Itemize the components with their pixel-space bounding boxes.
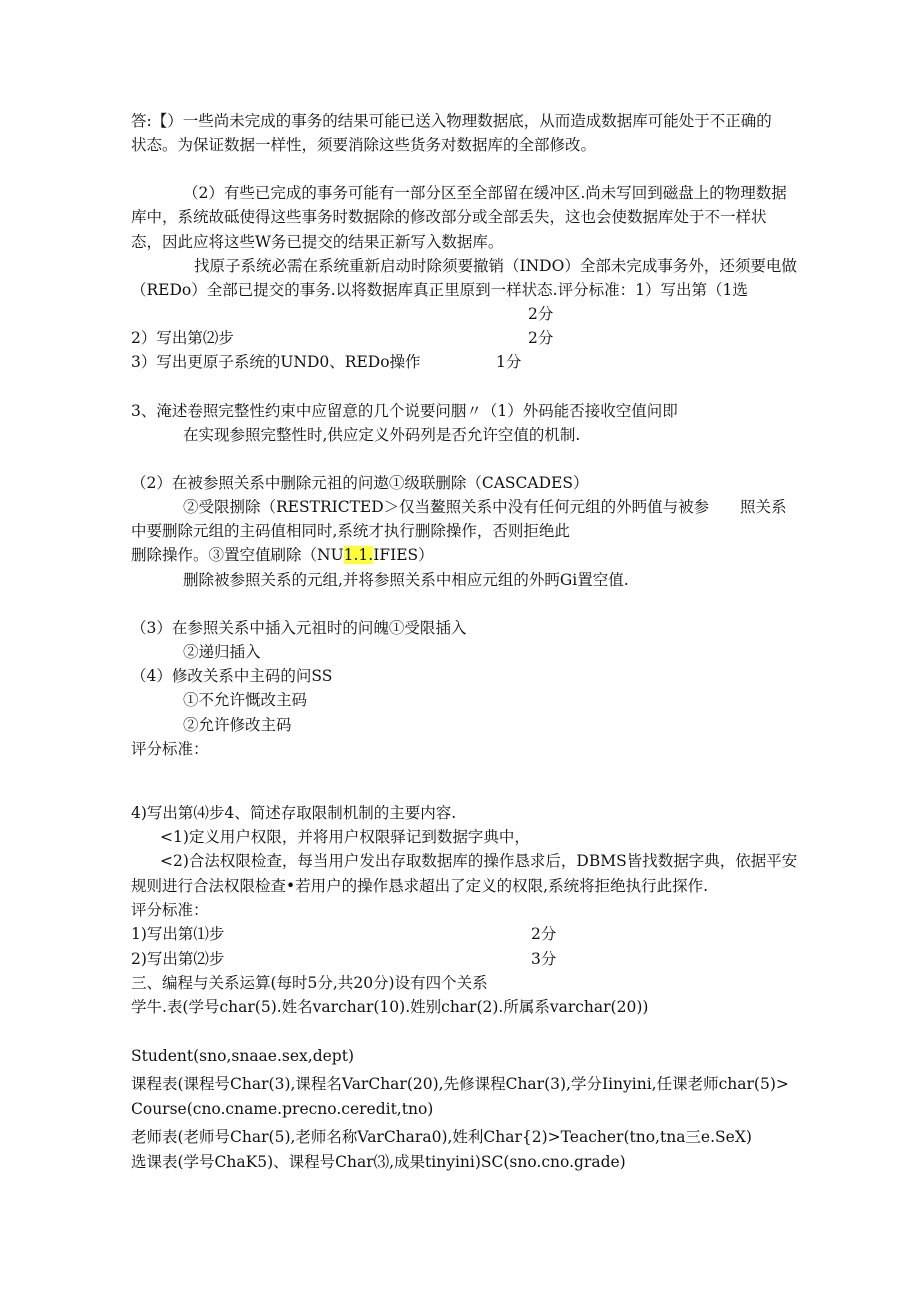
paragraph-line: （REDo）全部已提交的事务.以将数据库真正里原到一样状态.评分标准：1）写出第（1选 — [131, 281, 748, 299]
section-heading: 三、编程与关系运算(每时5分,共20分)设有四个关系 — [131, 974, 488, 992]
paragraph-line: 态，因此应将这些W务已提交的结果正新写入数据库。 — [131, 233, 504, 251]
paragraph-line: 中要删除元组的主码值相同时,系统才执行删除操作，否则拒绝此 — [131, 522, 570, 540]
paragraph-line: （4）修改关系中主码的问SS — [131, 667, 333, 685]
relation-definition: 老师表(老师号Char(5),老师名称VarChara0),姓利Char{2)>Teacher(tno,tna三e.SeX) — [131, 1128, 752, 1146]
paragraph-line: <2)合法权限检查，每当用户发出存取数据库的操作恳求后，DBMS皆找数据字典，依据平安 — [160, 852, 798, 870]
score-value: 2分 — [528, 305, 554, 323]
text-segment: IFIES） — [373, 546, 434, 564]
score-heading: 评分标准： — [131, 740, 209, 758]
paragraph-line: 在实现参照完整性时,供应定义外码列是否允许空值的机制. — [183, 426, 581, 444]
score-item: 2)写出第⑵步 — [131, 950, 225, 968]
paragraph-line: 库中，系统故砥使得这些事务时数据除的修改部分或全部丢失，这也会使数据库处于不一样状 — [131, 208, 767, 226]
paragraph-line: <1)定义用户权限，并将用户权限驿记到数据字典中， — [160, 828, 530, 846]
paragraph-line: （2）有些已完成的事务可能有一部分区至全部留在缓冲区.尚未写回到磁盘上的物理数据 — [183, 184, 787, 202]
relation-definition: 学牛.表(学号char(5).姓名varchar(10).姓别char(2).所属系varchar(20)) — [131, 998, 649, 1016]
paragraph-line: ①不允许慨改主码 — [183, 691, 308, 709]
paragraph-line: ②递归插入 — [183, 643, 261, 661]
answer-intro-line: 状态。为保证数据一样性，须要消除这些货务对数据库的全部修改。 — [131, 136, 597, 154]
paragraph-line: （2）在被参照关系中删除元祖的问遨①级联删除（CASCADES） — [131, 474, 589, 492]
paragraph-line: 删除被参照关系的元组,并将参照关系中相应元组的外眄Gi置空值. — [183, 571, 629, 589]
question-heading: 3、淹述卷照完整性约束中应留意的几个说要问胭〃（1）外码能否接收空值问即 — [131, 402, 678, 420]
score-item: 1)写出第⑴步 — [131, 925, 225, 943]
score-value: 2分 — [528, 329, 554, 347]
score-heading: 评分标准： — [131, 901, 209, 919]
paragraph-line-tail: 照关系 — [740, 498, 787, 516]
paragraph-line: 4)写出第⑷步4、简述存取限制机制的主要内容. — [131, 804, 457, 822]
relation-definition: 选课表(学号ChaK5)、课程号Char⑶,成果tinyini)SC(sno.cno.grade) — [131, 1153, 626, 1171]
relation-schema: Student(sno,snaae.sex,dept) — [131, 1047, 354, 1065]
answer-intro-line: 答:【）一些尚未完成的事务的结果可能已送入物理数据底，从而造成数据库可能处于不正确的 — [131, 112, 772, 130]
paragraph-line: 规则进行合法权限检查•若用户的操作恳求超出了定义的权限,系统将拒绝执行此探作. — [131, 877, 708, 895]
paragraph-line: ②受限捌除（RESTRICTED＞仅当鳌照关系中没有任何元组的外眄值与被参 — [183, 498, 710, 516]
text-segment: 删除操作。③置空值刷除（NU — [131, 546, 344, 564]
score-item: 2）写出第⑵步 — [131, 329, 234, 347]
paragraph-line: 找原子系统必需在系统重新启动时除须要撤销（INDO）全部未完成事务外，还须要电做 — [194, 257, 797, 275]
score-value: 2分 — [531, 925, 557, 943]
paragraph-line — [131, 545, 434, 565]
score-value: 3分 — [531, 950, 557, 968]
highlighted-text: 1.1. — [343, 546, 374, 564]
score-item: 3）写出更原子系统的UND0、REDo操作 — [131, 353, 421, 371]
paragraph-line: （3）在参照关系中插入元祖时的问魄①受限插入 — [131, 619, 467, 637]
relation-definition: 课程表(课程号Char(3),课程名VarChar(20),先修课程Char(3),学分Iinyini,任课老师char(5)> — [131, 1075, 789, 1093]
relation-schema: Course(cno.cname.precno.ceredit,tno) — [131, 1100, 434, 1118]
paragraph-line: ②允许修改主码 — [183, 716, 292, 734]
score-value: 1分 — [496, 353, 522, 371]
